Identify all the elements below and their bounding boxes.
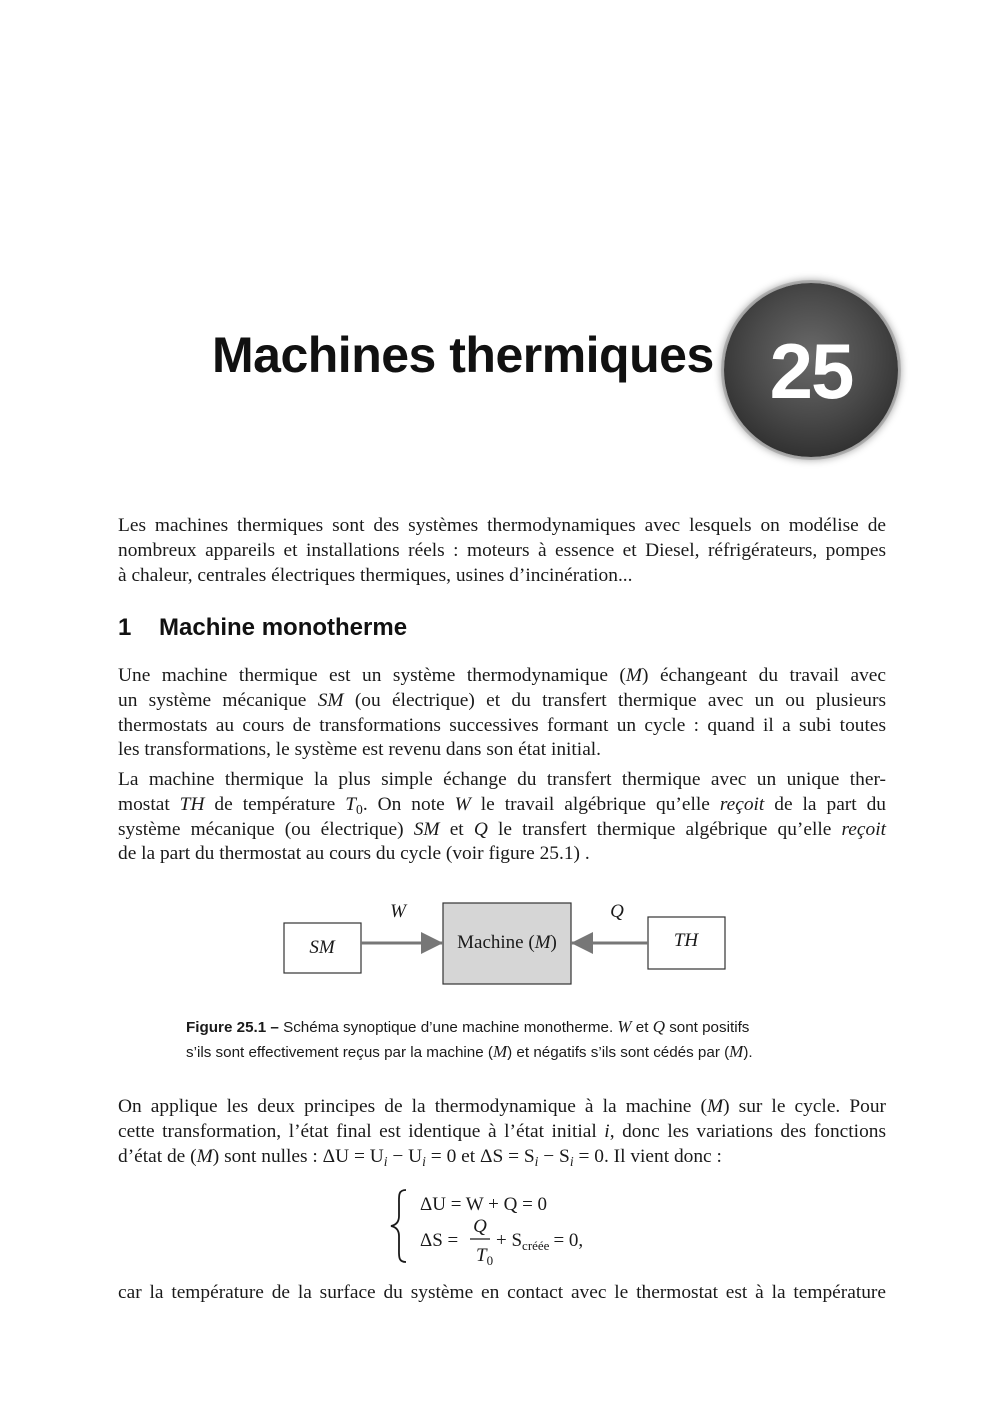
- caption-line: Figure 25.1 – Schéma synoptique d’une machine monotherme. W et Q sont positifs: [186, 1017, 750, 1036]
- intro-line: Les machines thermiques sont des systèmes thermodynamiques avec lesquels on modélise de: [118, 515, 886, 536]
- chapter-title: Machines thermiques: [212, 327, 714, 383]
- chapter-number: 25: [769, 326, 853, 415]
- intro-line: nombreux appareils et installations réels : moteurs à essence et Diesel, réfrigérateurs, pompes: [118, 539, 886, 561]
- brace: [391, 1190, 406, 1262]
- text-line: de la part du thermostat au cours du cycle (voir figure 25.1) .: [118, 843, 590, 865]
- text-line: La machine thermique la plus simple échange du transfert thermique avec un unique ther-: [118, 769, 886, 790]
- text-line: On applique les deux principes de la thermodynamique à la machine (M) sur le cycle. Pour: [118, 1096, 886, 1117]
- paragraph-machine-definition: [118, 664, 886, 763]
- monotherm-machine-diagram: [270, 895, 740, 995]
- intro-line: à chaleur, centrales électriques thermiques, usines d’incinération...: [118, 564, 633, 586]
- text-line: les transformations, le système est revenu dans son état initial.: [118, 739, 602, 761]
- equation-energy: ΔU = W + Q = 0: [420, 1194, 548, 1215]
- th-box-label: TH: [673, 930, 699, 951]
- caption-line: s’ils sont effectivement reçus par la machine (M) et négatifs s’ils sont cédés par (M).: [186, 1042, 753, 1061]
- text-line: système mécanique (ou électrique) SM et Q le transfert thermique algébrique qu’elle reçoit: [118, 818, 886, 840]
- text-line: Une machine thermique est un système thermodynamique (M) échangeant du travail avec: [118, 665, 886, 686]
- text-line: un système mécanique SM (ou électrique) et du transfert thermique avec un ou plusieurs: [118, 689, 886, 711]
- equation-entropy-right: + $S_{créée} = 0$,: [496, 1230, 584, 1253]
- heat-arrow-label: Q: [610, 901, 624, 922]
- paragraph-temperature: [118, 1281, 886, 1306]
- chapter-number-badge: [724, 283, 898, 457]
- work-arrow-label: W: [390, 901, 406, 922]
- text-line: mostat TH de température $T_0$. On note W le travail algébrique qu’elle reçoit de la part du: [118, 793, 886, 817]
- section-number: 1: [118, 614, 132, 641]
- equation-system: [390, 1186, 650, 1266]
- machine-box-label: Machine (M): [457, 932, 557, 953]
- intro-paragraph: [118, 514, 886, 588]
- section-title: Machine monotherme: [159, 614, 408, 641]
- figure-label: Figure 25.1 –: [186, 1019, 279, 1036]
- fraction-denominator: $T_0$: [476, 1245, 494, 1266]
- fraction-numerator: Q: [473, 1216, 487, 1237]
- sm-box-label: SM: [309, 937, 335, 958]
- text-line: cette transformation, l’état final est identique à l’état initial i, donc les variations des fonctions: [118, 1120, 886, 1142]
- text-line: car la température de la surface du système en contact avec le thermostat est à la température: [118, 1282, 886, 1303]
- figure-caption: [186, 1015, 836, 1065]
- paragraph-principles: [118, 1095, 886, 1169]
- equation-entropy-left: ΔS =: [420, 1230, 459, 1251]
- text-line: thermostats au cours de transformations successives formant un cycle : quand il a subi toutes: [118, 714, 886, 736]
- section-heading: [118, 614, 407, 642]
- text-line: d’état de (M) sont nulles : $\Delta U = U_i - U_i = 0$ et $\Delta S = S_i - S_i = 0$. Il vient donc :: [118, 1145, 722, 1169]
- paragraph-monotherm-machine: [118, 768, 886, 867]
